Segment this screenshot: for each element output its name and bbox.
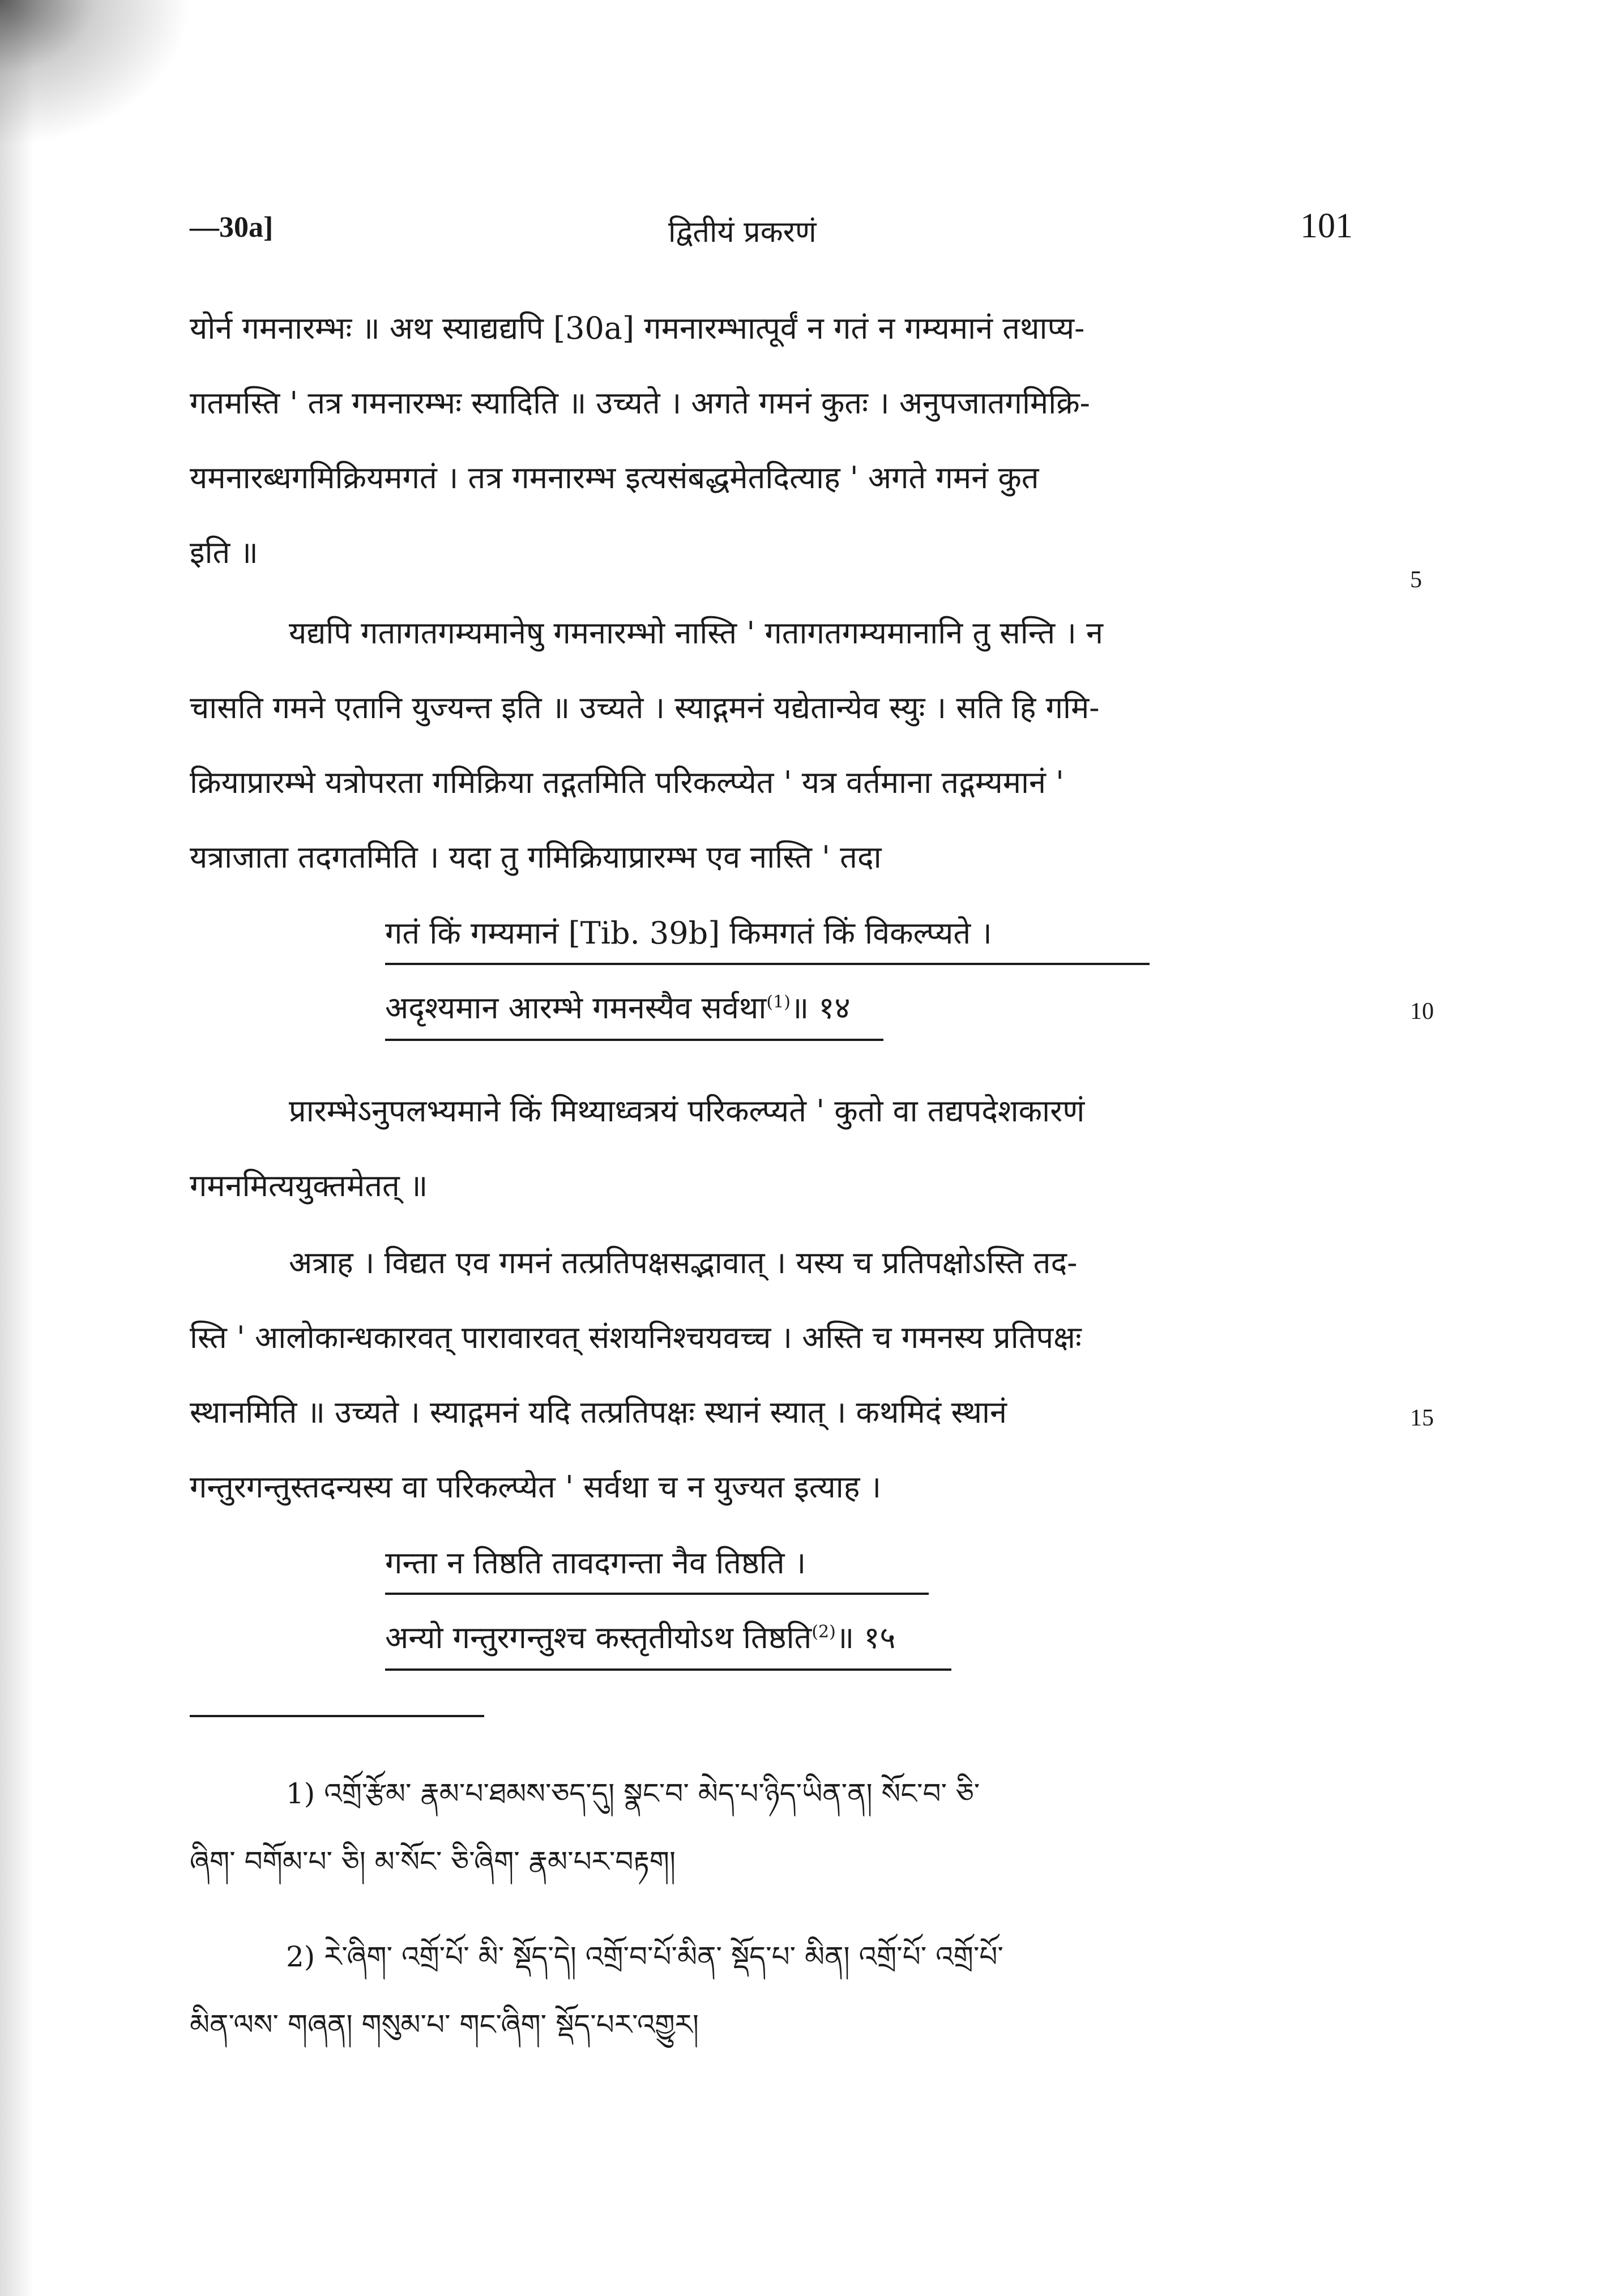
footnote-marker: 1) bbox=[286, 1777, 315, 1810]
text-line: इति ॥ bbox=[190, 535, 258, 570]
footnote-text: འགྲོ་རྩོམ་ རྣམ་པ་ཐམས་ཅད་དུ། སྣང་བ་ མེད་པ་ཉིད་ཡིན་ན། སོང་བ་ ཅི་ bbox=[324, 1777, 980, 1810]
footnote-2-line: མིན་ལས་ གཞན། གསུམ་པ་ གང་ཞིག་ སྡོད་པར་འགྱུར། bbox=[190, 2008, 699, 2041]
text-line: यमनारब्धगमिक्रियमगतं । तत्र गमनारम्भ इत्यसंबद्धमेतदित्याह ' अगते गमनं कुत bbox=[190, 460, 1039, 496]
verse-number: ॥ १४ bbox=[790, 990, 851, 1026]
text-line: गन्तुरगन्तुस्तदन्यस्य वा परिकल्प्येत ' सर्वथा च न युज्यत इत्याह । bbox=[190, 1469, 882, 1505]
footnote-mark: (1) bbox=[766, 992, 791, 1012]
text-line: यत्राजाता तदगतमिति । यदा तु गमिक्रियाप्रारम्भ एव नास्ति ' तदा bbox=[190, 839, 882, 875]
line-number: 15 bbox=[1410, 1405, 1434, 1431]
line-number: 5 bbox=[1410, 567, 1422, 593]
text-line: चासति गमने एतानि युज्यन्त इति ॥ उच्यते । स्याद्गमनं यद्येतान्येव स्युः । सति हि गमि- bbox=[190, 690, 1100, 725]
page-number: 101 bbox=[1300, 207, 1353, 245]
footnote-2-line bbox=[286, 1926, 1003, 2005]
verse-text: अन्यो गन्तुरगन्तुश्च कस्तृतीयोऽथ तिष्ठति bbox=[385, 1620, 812, 1655]
verse-line bbox=[385, 1615, 896, 1657]
scan-corner-shadow bbox=[0, 0, 193, 147]
footnote-marker: 2) bbox=[286, 1940, 315, 1973]
verse-underline bbox=[385, 1039, 883, 1041]
page-edge-shadow bbox=[0, 0, 34, 2296]
text-line: अत्राह । विद्यत एव गमनं तत्प्रतिपक्षसद्भावात् । यस्य च प्रतिपक्षोऽस्ति तद- bbox=[289, 1245, 1078, 1281]
footnote-separator bbox=[190, 1715, 484, 1717]
running-head: द्वितीयं प्रकरणं bbox=[668, 215, 817, 249]
text-line: गतमस्ति ' तत्र गमनारम्भः स्यादिति ॥ उच्यते । अगते गमनं कुतः । अनुपजातगमिक्रि- bbox=[190, 385, 1090, 421]
verse-underline bbox=[385, 1593, 929, 1595]
text-line: योर्न गमनारम्भः ॥ अथ स्याद्यद्यपि [30a] गमनारम्भात्पूर्वं न गतं न गम्यमानं तथाप्य- bbox=[190, 310, 1085, 346]
verse-line: गतं किं गम्यमानं [Tib. 39b] किमगतं किं विकल्प्यते । bbox=[385, 915, 992, 951]
text-line: स्ति ' आलोकान्धकारवत् पारावारवत् संशयनिश्चयवच्च । अस्ति च गमनस्य प्रतिपक्षः bbox=[190, 1320, 1082, 1355]
folio-reference: —30a] bbox=[190, 211, 274, 244]
footnote-mark: (2) bbox=[812, 1622, 836, 1642]
footnote-1-line: ཞིག་ བགོམ་པ་ ཅི། མ་སོང་ ཅི་ཞིག་ རྣམ་པར་བརྟག། bbox=[190, 1845, 676, 1878]
text-line: गमनमित्ययुक्तमेतत् ॥ bbox=[190, 1168, 428, 1204]
text-line: प्रारम्भेऽनुपलभ्यमाने किं मिथ्याध्वत्रयं परिकल्प्यते ' कुतो वा तद्यपदेशकारणं bbox=[289, 1093, 1085, 1129]
verse-line: गन्ता न तिष्ठति तावदगन्ता नैव तिष्ठति । bbox=[385, 1545, 806, 1581]
verse-underline bbox=[385, 1668, 951, 1671]
verse-underline bbox=[385, 963, 1150, 965]
text-line: यद्यपि गतागतगम्यमानेषु गमनारम्भो नास्ति ' गतागतगम्यमानानि तु सन्ति । न bbox=[289, 615, 1103, 651]
verse-number: ॥ १५ bbox=[835, 1620, 896, 1655]
footnote-text: རེ་ཞིག་ འགྲོ་པོ་ མི་ སྡོད་དེ། འགྲོ་བ་པོ་མིན་ སྡོད་པ་ མིན། འགྲོ་པོ་ འགྲོ་པོ་ bbox=[324, 1940, 1003, 1973]
text-line: क्रियाप्रारम्भे यत्रोपरता गमिक्रिया तद्गतमिति परिकल्प्येत ' यत्र वर्तमाना तद्गम्यमानं ' bbox=[190, 765, 1064, 800]
verse-text: अदृश्यमान आरम्भे गमनस्यैव सर्वथा bbox=[385, 990, 767, 1026]
text-line: स्थानमिति ॥ उच्यते । स्याद्गमनं यदि तत्प्रतिपक्षः स्थानं स्यात् । कथमिदं स्थानं bbox=[190, 1394, 1007, 1430]
footnote-1-line bbox=[286, 1762, 980, 1842]
line-number: 10 bbox=[1410, 998, 1434, 1025]
verse-line bbox=[385, 985, 851, 1027]
